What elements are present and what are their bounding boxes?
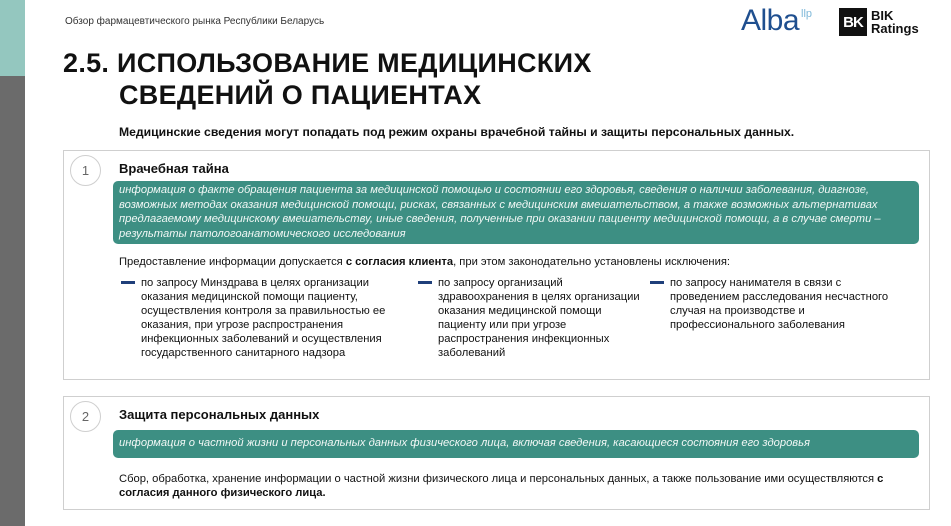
bullet-dash-icon [121,281,135,284]
side-accent-top [0,0,25,76]
definition-banner: информация о частной жизни и персональных данных физического лица, включая сведения, касающиеся состояния его здоровья [113,430,919,458]
bik-logo-mark: BK [839,8,867,36]
alba-logo-suffix: llp [801,8,813,20]
bullet-dash-icon [650,281,664,284]
section-intro-text: Предоставление информации допускается с согласия клиента, при этом законодательно установлены исключения: [119,256,731,268]
definition-banner: информация о факте обращения пациента за медицинской помощью и состоянии его здоровья, сведения о наличии заболевания, диагнозе, возможных методах оказания медицинской помощи, рисках, связанных с медицинским вмешательством, а также возможных альтернативах предлагаемому медицинскому вмешательству, иные сведения, полученные при оказании пациенту медицинской помощи, а в случае смерти – результаты патологоанатомического исследования [113,181,919,244]
bik-ratings-logo [839,8,919,36]
bullet-dash-icon [418,281,432,284]
section-medical-secrecy [63,150,930,380]
lead-statement: Медицинские сведения могут попадать под режим охраны врачебной тайны и защиты персональных данных. [119,125,795,139]
side-accent-bottom [0,76,25,526]
page-title [63,47,592,111]
page-title-line2: СВЕДЕНИЙ О ПАЦИЕНТАХ [119,80,482,110]
exception-text: по запросу нанимателя в связи с проведением расследования несчастного случая на производстве и профессионального заболевания [670,277,889,331]
bik-logo-text: BIK Ratings [871,8,919,36]
alba-logo-word: Alba [741,4,800,37]
exception-text: по запросу Минздрава в целях организации оказания медицинской помощи пациенту, осуществления контроля за правильностью ее оказания, при угрозе распространения инфекционных заболеваний и осуществления государственного санитарного надзора [141,277,386,359]
report-subtitle: Обзор фармацевтического рынка Республики Беларусь [65,16,325,27]
section-number-badge: 2 [70,401,101,432]
page-title-line1: 2.5. ИСПОЛЬЗОВАНИЕ МЕДИЦИНСКИХ [63,48,592,78]
alba-logo [741,4,812,44]
section-number-badge: 1 [70,155,101,186]
section-personal-data [63,396,930,510]
exception-item [650,276,900,332]
exception-item [418,276,648,360]
section-title: Врачебная тайна [119,161,229,176]
section-body-text: Сбор, обработка, хранение информации о частной жизни физического лица и персональных данных, а также пользование ими осуществляются с согласия данного физического лица. [119,473,884,499]
section-title: Защита персональных данных [119,407,320,422]
exception-item [121,276,411,360]
exception-text: по запросу организаций здравоохранения в целях организации оказания медицинской помощи пациенту или при угрозе распространения инфекционных заболеваний [438,277,640,359]
